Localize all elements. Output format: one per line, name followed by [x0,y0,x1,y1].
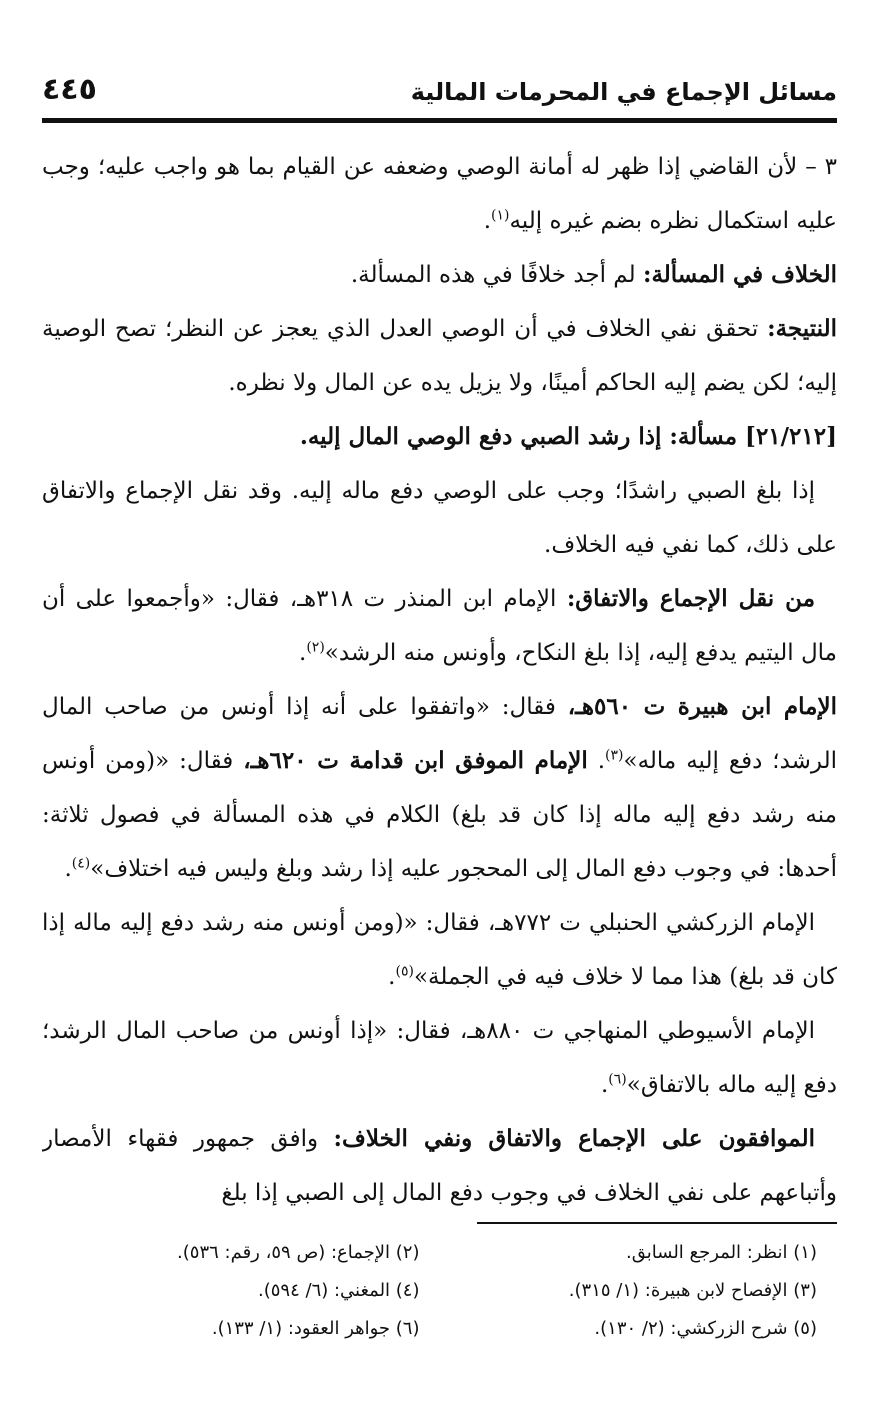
paragraph: النتيجة: تحقق نفي الخلاف في أن الوصي العدل الذي يعجز عن النظر؛ تصح الوصية إليه؛ لكن يضم إليه الحاكم أمينًا، ولا يزيل يده عن المال ولا نظره. [42,315,837,396]
scholar-name: الإمام الموفق ابن قدامة ت ٦٢٠هـ، [243,747,588,774]
header-rule [42,118,837,123]
paragraph: ٣ – لأن القاضي إذا ظهر له أمانة الوصي وضعفه عن القيام بما هو واجب عليه؛ وجب عليه استكمال نظره بضم غيره إليه$^{(١)}$. [42,154,837,234]
issue-heading: [٢١/٢١٢] مسألة: إذا رشد الصبي دفع الوصي المال إليه. [299,423,837,450]
footnote-ref: (٥) [395,963,414,980]
footnote-row [42,1234,837,1272]
section-heading: من نقل الإجماع والاتفاق: [566,585,816,612]
running-title: مسائل الإجماع في المحرمات المالية [410,78,837,106]
paragraph: من نقل الإجماع والاتفاق: الإمام ابن المنذر ت ٣١٨هـ، فقال: «وأجمعوا على أن مال اليتيم يدفع إليه، إذا بلغ النكاح، وأونس منه الرشد»$^{(٢)}$. [42,585,837,666]
footnotes [42,1234,837,1348]
scholar-name: الإمام ابن هبيرة ت ٥٦٠هـ، [567,693,837,720]
paragraph: الموافقون على الإجماع والاتفاق ونفي الخلاف: وافق جمهور فقهاء الأمصار وأتباعهم على نفي الخلاف في وجوب دفع المال إلى الصبي إذا بلغ [42,1125,837,1206]
paragraph: الإمام الزركشي الحنبلي ت ٧٧٢هـ، فقال: «(ومن أونس منه رشد دفع إليه ماله إذا كان قد بلغ) هذا مما لا خلاف فيه في الجملة»$^{(٥)}$. [42,910,837,990]
footnote-ref: (١) [491,207,510,224]
footnote: (٤) المغني: (٦/ ٥٩٤). [258,1280,420,1301]
paragraph: الإمام ابن هبيرة ت ٥٦٠هـ، فقال: «واتفقوا على أنه إذا أونس من صاحب المال الرشد؛ دفع إليه ماله»$^{(٣)}$. الإمام الموفق ابن قدامة ت ٦٢٠هـ، فقال: «(ومن أونس منه رشد دفع إليه ماله إذا كان قد بلغ) الكلام في هذه المسألة في فصول ثلاثة: أحدها: في وجوب دفع المال إلى المحجور عليه إذا رشد وبلغ وليس فيه اختلاف»$^{(٤)}$. [42,693,837,882]
footnote: (٢) الإجماع: (ص ٥٩، رقم: ٥٣٦). [177,1242,420,1263]
footnote: (٦) جواهر العقود: (١/ ١٣٣). [211,1318,420,1339]
footnote-ref: (٣) [605,747,624,764]
section-heading: الخلاف في المسألة: [642,261,837,288]
section-heading: النتيجة: [767,315,837,342]
footnote-row [42,1310,837,1348]
footnote-ref: (٢) [306,639,325,656]
footnote: (١) انظر: المرجع السابق. [626,1242,817,1263]
paragraph: إذا بلغ الصبي راشدًا؛ وجب على الوصي دفع ماله إليه. وقد نقل الإجماع والاتفاق على ذلك، كما نفي فيه الخلاف. [42,478,837,558]
footnote-separator [477,1222,837,1224]
footnote-row [42,1272,837,1310]
footnote: (٥) شرح الزركشي: (٢/ ١٣٠). [594,1318,817,1339]
running-header [42,62,837,114]
paragraph: الإمام الأسيوطي المنهاجي ت ٨٨٠هـ، فقال: «إذا أونس من صاحب المال الرشد؛ دفع إليه ماله بالاتفاق»$^{(٦)}$. [42,1018,837,1098]
page-number: ٤٤٥ [42,72,97,107]
main-text [42,140,837,1215]
footnote: (٣) الإفصاح لابن هبيرة: (١/ ٣١٥). [568,1280,817,1301]
footnote-ref: (٦) [608,1071,627,1088]
paragraph: الخلاف في المسألة: لم أجد خلافًا في هذه المسألة. [350,261,837,288]
section-heading: الموافقون على الإجماع والاتفاق ونفي الخلاف: [333,1125,816,1152]
footnote-ref: (٤) [71,855,91,872]
